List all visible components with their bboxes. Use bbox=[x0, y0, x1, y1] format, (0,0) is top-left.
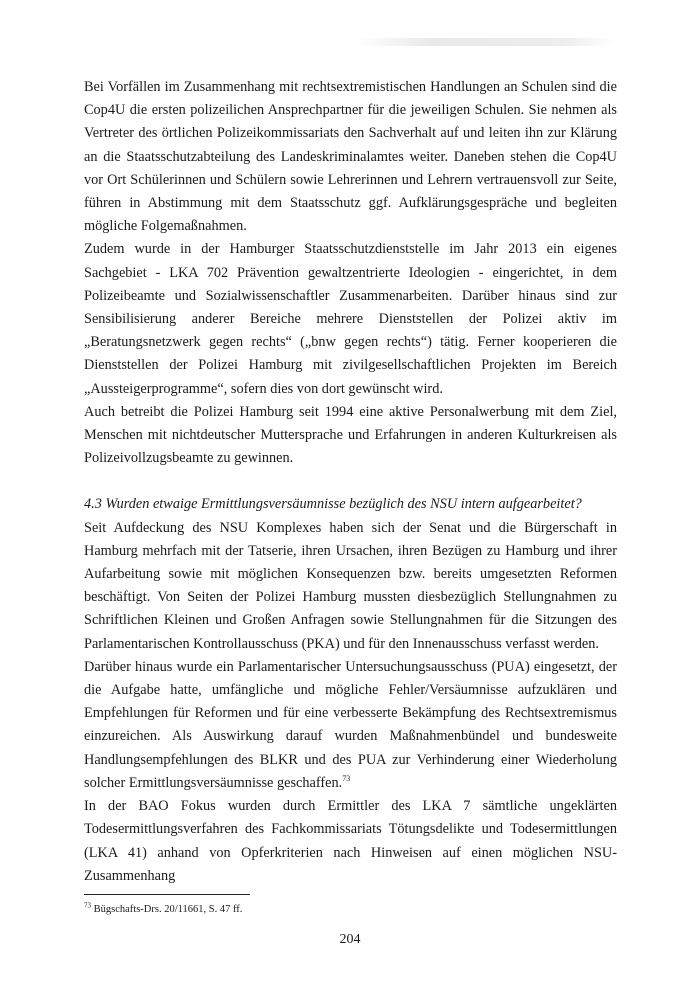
paragraph-nsu-aufdeckung: Seit Aufdeckung des NSU Komplexes haben sich der Senat und die Bürgerschaft in Hamburg mehrfach mit der Tatserie, ihren Ursachen, ihren Bezügen zu Hamburg und ihrer Aufarbeitung sowie mit möglichen Konsequenzen bzw. bereits umgesetzten Reformen beschäftigt. Von Seiten der Polizei Hamburg mussten diesbezüglich Stellungnahmen zu Schriftlichen Kleinen und Großen Anfragen sowie Stellungnahmen für die Sitzungen des Parlamentarischen Kontrollausschuss (PKA) und für den Innenausschuss verfasst werden. bbox=[84, 519, 617, 652]
paragraph-bao-fokus: In der BAO Fokus wurden durch Ermittler des LKA 7 sämtliche ungeklärten Todesermittlungsverfahren des Fachkommissariats Tötungsdelikte und Todesermittlungen (LKA 41) anhand von Opferkriterien nach Hinweisen auf einen möglichen NSU-Zusammenhang bbox=[84, 798, 617, 884]
paragraph-lka702: Zudem wurde in der Hamburger Staatsschutzdienststelle im Jahr 2013 ein eigenes Sachgebiet - LKA 702 Prävention gewaltzentrierte Ideologien - eingerichtet, in dem Polizeibeamte und Sozialwissenschaftler Zusammenarbeiten. Darüber hinaus sind zur Sensibilisierung anderer Bereiche mehrere Dienststellen der Polizei aktiv im „Beratungsnetzwerk gegen rechts“ („bnw gegen rechts“) tätig. Ferner kooperieren die Dienststellen der Polizei Hamburg mit zivilgesellschaftlichen Projekten im Bereich „Aussteigerprogramme“, sofern dies von dort gewünscht wird. bbox=[84, 241, 617, 397]
body-text bbox=[84, 76, 617, 888]
paragraph-cop4u: Bei Vorfällen im Zusammenhang mit rechtsextremistischen Handlungen an Schulen sind die Cop4U die ersten polizeilichen Ansprechpartner für die jeweiligen Schulen. Sie nehmen als Vertreter des örtlichen Polizeikommissariats den Sachverhalt auf und leiten ihn zur Klärung an die Staatsschutzabteilung des Landeskriminalamtes weiter. Daneben stehen die Cop4U vor Ort Schülerinnen und Schülern sowie Lehrerinnen und Lehrern vertrauensvoll zur Seite, führen in Abstimmung mit dem Staatsschutz ggf. Aufklärungsgespräche und begleiten mögliche Folgemaßnahmen. bbox=[84, 79, 617, 235]
footnote-text: Bügschafts-Drs. 20/11661, S. 47 ff. bbox=[93, 904, 243, 915]
paragraph-personalwerbung: Auch betreibt die Polizei Hamburg seit 1994 eine aktive Personalwerbung mit dem Ziel, Menschen mit nichtdeutscher Muttersprache und Erfahrungen in anderen Kulturkreisen als Polizeivollzugsbeamte zu gewinnen. bbox=[84, 403, 617, 467]
paragraph-pua-text: Darüber hinaus wurde ein Parlamentarischer Untersuchungsausschuss (PUA) eingesetzt, der die Aufgabe hatte, umfängliche und mögliche Fehler/Versäumnisse aufzuklären und Empfehlungen für Reformen und für eine verbesserte Bekämpfung des Rechtsextremismus einzureichen. Als Auswirkung darauf wurden Maßnahmenbündel und bundesweite Handlungsempfehlungen des BLKR und des PUA zur Verhinderung einer Wiederholung solcher Ermittlungsversäumnisse geschaffen. bbox=[84, 658, 617, 791]
footnote-reference[interactable]: 73 bbox=[342, 774, 351, 784]
footnote bbox=[84, 903, 617, 917]
running-header-faint bbox=[355, 38, 615, 46]
section-heading-4-3: 4.3 Wurden etwaige Ermittlungsversäumnisse bezüglich des NSU intern aufgearbeitet? bbox=[84, 496, 582, 513]
page-number: 204 bbox=[339, 932, 361, 947]
footnote-number: 73 bbox=[84, 901, 91, 910]
paragraph-pua bbox=[84, 656, 617, 795]
footnote-divider bbox=[84, 894, 250, 895]
